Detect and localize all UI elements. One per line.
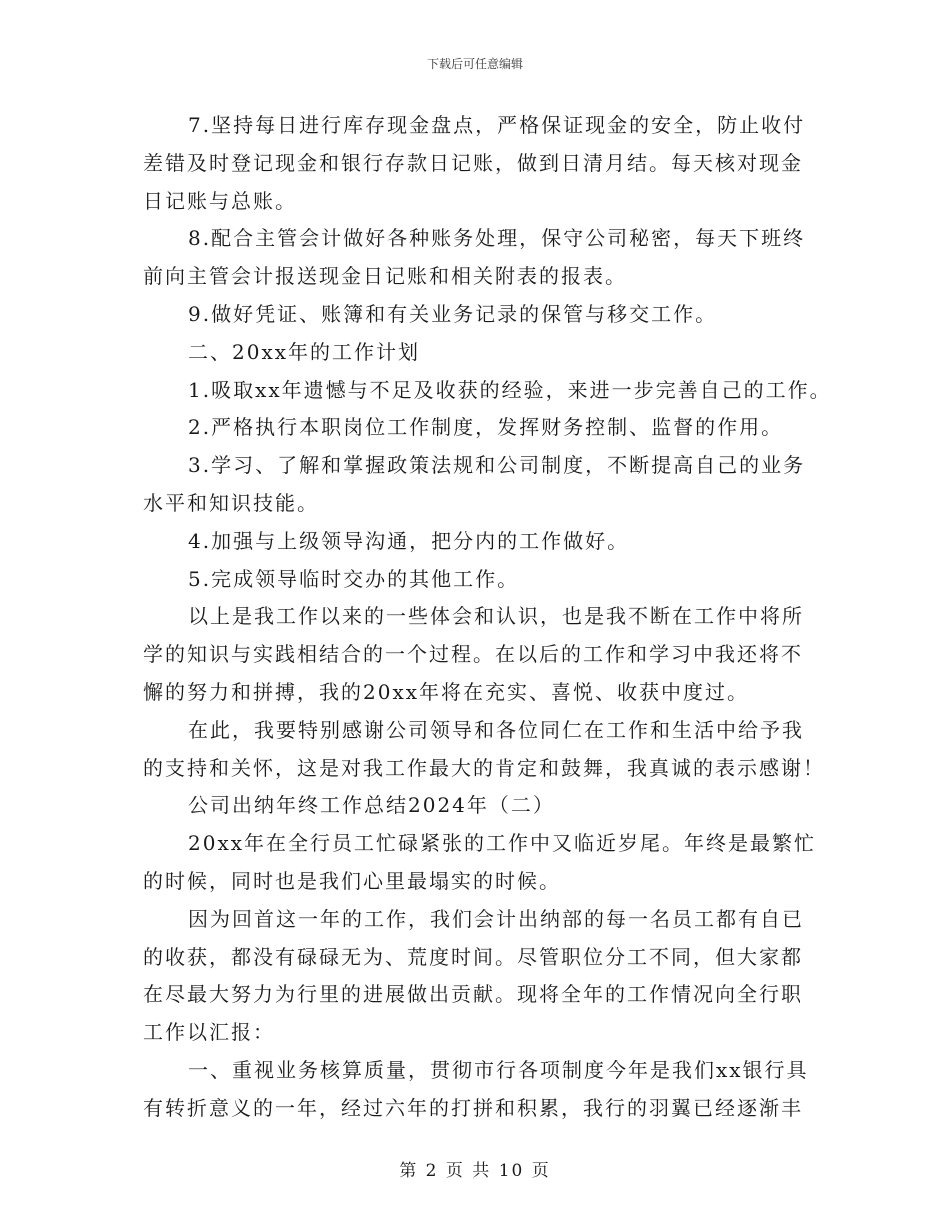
text-line: 在尽最大努力为行里的进展做出贡献。现将全年的工作情况向全行职 (143, 982, 803, 1007)
text-line: 的收获，都没有碌碌无为、荒度时间。尽管职位分工不同，但大家都 (143, 944, 803, 969)
text-line: 7.坚持每日进行库存现金盘点，严格保证现金的安全，防止收付 (188, 113, 806, 137)
text-line: 1.吸取xx年遗憾与不足及收获的经验，来进一步完善自己的工作。 (188, 377, 832, 402)
text-line: 的支持和关怀，这是对我工作最大的肯定和鼓舞，我真诚的表示感谢！ (143, 755, 825, 780)
text-line: 因为回首这一年的工作，我们会计出纳部的每一名员工都有自已 (188, 906, 804, 931)
text-line: 前向主管会计报送现金日记账和相关附表的报表。 (143, 264, 627, 289)
text-line: 2.严格执行本职岗位工作制度，发挥财务控制、监督的作用。 (188, 415, 784, 440)
text-line: 水平和知识技能。 (143, 490, 319, 515)
text-line: 差错及时登记现金和银行存款日记账，做到日清月结。每天核对现金 (143, 150, 803, 175)
text-line: 3.学习、了解和掌握政策法规和公司制度，不断提高自己的业务 (188, 453, 806, 478)
text-line: 有转折意义的一年，经过六年的打拼和积累，我行的羽翼已经逐渐丰 (143, 1095, 803, 1120)
text-line: 的时候，同时也是我们心里最塌实的时候。 (143, 868, 561, 893)
text-line: 一、重视业务核算质量，贯彻市行各项制度今年是我们xx银行具 (188, 1057, 809, 1082)
text-line: 工作以汇报： (143, 1020, 275, 1045)
text-line: 9.做好凭证、账簿和有关业务记录的保管与移交工作。 (188, 301, 718, 326)
text-line: 日记账与总账。 (143, 188, 297, 213)
text-line: 二、20xx年的工作计划 (188, 339, 421, 364)
text-line: 在此，我要特别感谢公司领导和各位同仁在工作和生活中给予我 (188, 717, 804, 742)
page-footer: 第 2 页 共 10 页 (399, 1161, 551, 1181)
text-line: 20xx年在全行员工忙碌紧张的工作中又临近岁尾。年终是最繁忙 (188, 831, 817, 856)
text-line: 公司出纳年终工作总结2024年（二） (188, 793, 555, 818)
text-line: 学的知识与实践相结合的一个过程。在以后的工作和学习中我还将不 (143, 642, 803, 667)
text-line: 懈的努力和拼搏，我的20xx年将在充实、喜悦、收获中度过。 (143, 679, 750, 704)
text-line: 以上是我工作以来的一些体会和认识，也是我不断在工作中将所 (188, 604, 804, 629)
text-line: 5.完成领导临时交办的其他工作。 (188, 566, 520, 591)
text-line: 8.配合主管会计做好各种账务处理，保守公司秘密，每天下班终 (188, 226, 806, 251)
page-header: 下载后可任意编辑 (426, 57, 523, 71)
text-line: 4.加强与上级领导沟通，把分内的工作做好。 (188, 528, 630, 553)
document-body (143, 107, 832, 1128)
